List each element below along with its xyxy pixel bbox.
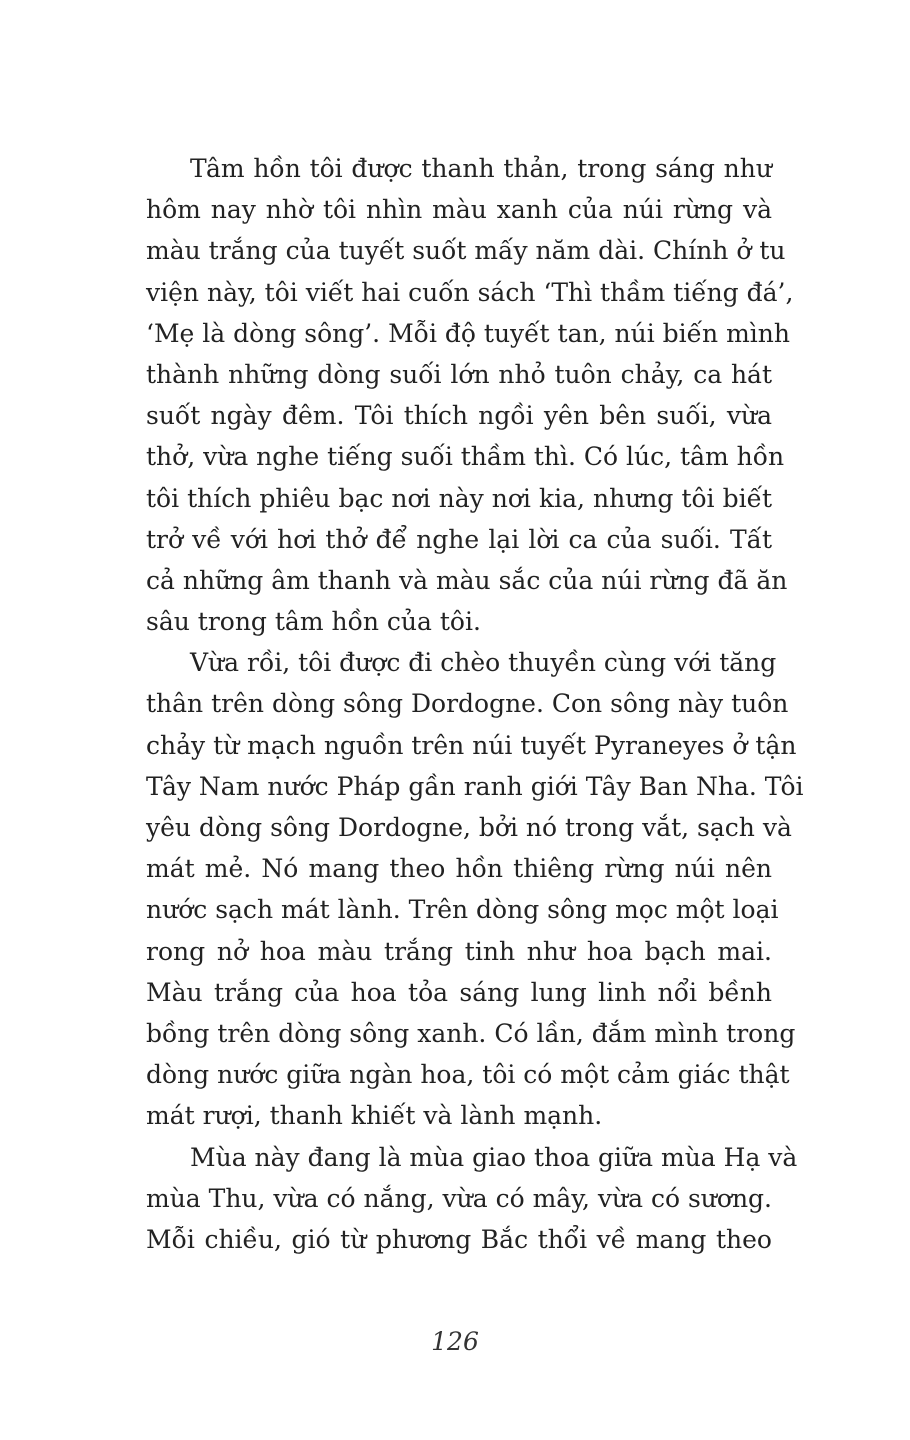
- text-line: ‘Mẹ là dòng sông’. Mỗi độ tuyết tan, núi biến mình: [146, 318, 790, 348]
- text-line: trở về với hơi thở để nghe lại lời ca của suối. Tất: [146, 524, 772, 554]
- text-line: màu trắng của tuyết suốt mấy năm dài. Chính ở tu: [146, 236, 786, 266]
- page-number: 126: [431, 1327, 479, 1356]
- paragraph-1: [146, 148, 794, 642]
- text-line: tôi thích phiêu bạc nơi này nơi kia, nhưng tôi biết: [146, 483, 772, 513]
- text-line: viện này, tôi viết hai cuốn sách ‘Thì thầm tiếng đá’,: [146, 277, 794, 307]
- text-line: dòng nước giữa ngàn hoa, tôi có một cảm giác thật: [146, 1060, 790, 1090]
- text-line: Tây Nam nước Pháp gần ranh giới Tây Ban Nha. Tôi: [146, 771, 804, 801]
- body-text: [146, 148, 804, 1260]
- text-line: chảy từ mạch nguồn trên núi tuyết Pyraneyes ở tận: [146, 730, 797, 760]
- text-line: yêu dòng sông Dordogne, bởi nó trong vắt, sạch và: [146, 813, 792, 842]
- text-line: hôm nay nhờ tôi nhìn màu xanh của núi rừng và: [146, 195, 772, 225]
- text-line: mát rượi, thanh khiết và lành mạnh.: [146, 1101, 603, 1131]
- text-line: suốt ngày đêm. Tôi thích ngồi yên bên suối, vừa: [146, 401, 772, 431]
- text-line: Tâm hồn tôi được thanh thản, trong sáng như: [190, 154, 772, 183]
- text-line: thân trên dòng sông Dordogne. Con sông này tuôn: [146, 689, 789, 719]
- text-line: rong nở hoa màu trắng tinh như hoa bạch mai.: [146, 936, 772, 966]
- paragraph-3: [146, 1137, 798, 1261]
- text-line: mùa Thu, vừa có nắng, vừa có mây, vừa có sương.: [146, 1183, 773, 1213]
- text-line: mát mẻ. Nó mang theo hồn thiêng rừng núi nên: [146, 854, 772, 884]
- paragraph-2: [146, 642, 804, 1136]
- text-line: bồng trên dòng sông xanh. Có lần, đắm mình trong: [146, 1018, 796, 1048]
- text-line: Vừa rồi, tôi được đi chèo thuyền cùng với tăng: [190, 648, 777, 678]
- text-line: sâu trong tâm hồn của tôi.: [146, 607, 481, 637]
- text-line: nước sạch mát lành. Trên dòng sông mọc một loại: [146, 895, 779, 925]
- text-line: Mùa này đang là mùa giao thoa giữa mùa Hạ và: [190, 1142, 798, 1172]
- text-line: Mỗi chiều, gió từ phương Bắc thổi về mang theo: [146, 1224, 772, 1254]
- text-line: Màu trắng của hoa tỏa sáng lung linh nổi bềnh: [146, 977, 772, 1007]
- text-line: cả những âm thanh và màu sắc của núi rừng đã ăn: [146, 565, 788, 595]
- text-line: thở, vừa nghe tiếng suối thầm thì. Có lúc, tâm hồn: [146, 442, 785, 472]
- text-line: thành những dòng suối lớn nhỏ tuôn chảy, ca hát: [146, 359, 772, 389]
